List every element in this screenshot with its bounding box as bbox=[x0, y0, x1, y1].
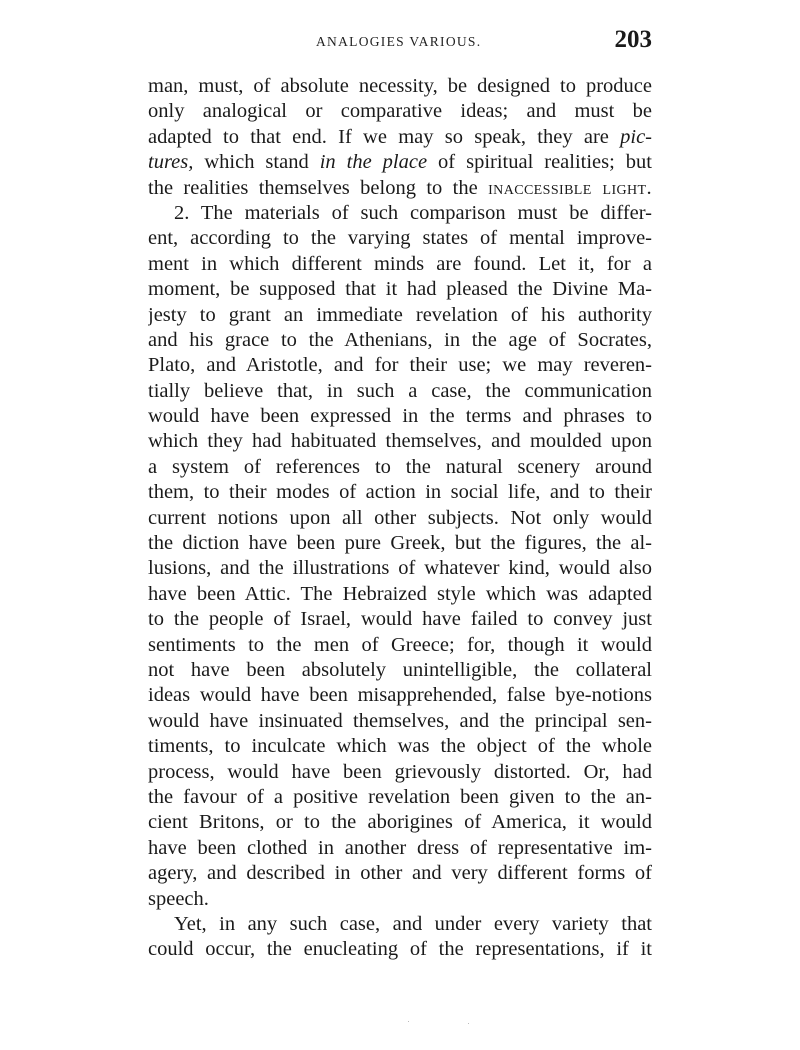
text-line: ment in which different minds are found. Let it, for a bbox=[148, 252, 652, 275]
page-number: 203 bbox=[614, 26, 652, 53]
text-line: adapted to that end. If we may so speak, they are pic- bbox=[148, 125, 652, 148]
text-line: the favour of a positive revelation been given to the an- bbox=[148, 785, 652, 808]
text-line: only analogical or comparative ideas; and must be bbox=[148, 100, 652, 123]
text-line: tially believe that, in such a case, the communication bbox=[148, 379, 652, 402]
page-header bbox=[148, 26, 652, 56]
text-line: which they had habituated themselves, and moulded upon bbox=[148, 430, 652, 453]
text-line: lusions, and the illustrations of whatever kind, would also bbox=[148, 557, 652, 580]
text-line: would have insinuated themselves, and the principal sen- bbox=[148, 709, 652, 732]
text-line: them, to their modes of action in social life, and to their bbox=[148, 481, 652, 504]
text-line: to the people of Israel, would have failed to convey just bbox=[148, 608, 652, 631]
text-line: process, would have been grievously distorted. Or, had bbox=[148, 760, 652, 783]
text-line: agery, and described in other and very different forms of bbox=[148, 862, 652, 885]
text-line: and his grace to the Athenians, in the age of Socrates, bbox=[148, 328, 652, 351]
text-line: sentiments to the men of Greece; for, though it would bbox=[148, 633, 652, 656]
paragraph-start-line: 2. The materials of such comparison must be differ- bbox=[174, 201, 652, 224]
text-line: speech. bbox=[148, 887, 209, 910]
text-line: not have been absolutely unintelligible, the collateral bbox=[148, 658, 652, 681]
text-line: man, must, of absolute necessity, be designed to produce bbox=[148, 75, 652, 97]
paragraph-start-line: Yet, in any such case, and under every variety that bbox=[174, 912, 652, 935]
text-line: the realities themselves belong to the inaccessible light. bbox=[148, 176, 652, 199]
text-line: ent, according to the varying states of mental improve- bbox=[148, 227, 652, 250]
text-line: timents, to inculcate which was the object of the whole bbox=[148, 735, 652, 758]
text-line: cient Britons, or to the aborigines of America, it would bbox=[148, 811, 652, 834]
scan-specks bbox=[400, 1018, 490, 1026]
text-line: tures, which stand in the place of spiritual realities; but bbox=[148, 151, 652, 174]
text-line: current notions upon all other subjects. Not only would bbox=[148, 506, 652, 529]
text-line: could occur, the enucleating of the representations, if it bbox=[148, 938, 652, 961]
text-line: moment, be supposed that it had pleased the Divine Ma- bbox=[148, 278, 652, 301]
text-line: Plato, and Aristotle, and for their use; we may reveren- bbox=[148, 354, 652, 377]
text-line: have been Attic. The Hebraized style which was adapted bbox=[148, 582, 652, 605]
text-line: a system of references to the natural scenery around bbox=[148, 455, 652, 478]
text-line: ideas would have been misapprehended, false bye-notions bbox=[148, 684, 652, 707]
body-text bbox=[148, 74, 652, 963]
text-line: jesty to grant an immediate revelation of his authority bbox=[148, 303, 652, 326]
text-line: have been clothed in another dress of representative im- bbox=[148, 836, 652, 859]
running-title: ANALOGIES VARIOUS. bbox=[316, 34, 482, 49]
text-line: the diction have been pure Greek, but the figures, the al- bbox=[148, 532, 652, 555]
text-line: would have been expressed in the terms and phrases to bbox=[148, 405, 652, 428]
